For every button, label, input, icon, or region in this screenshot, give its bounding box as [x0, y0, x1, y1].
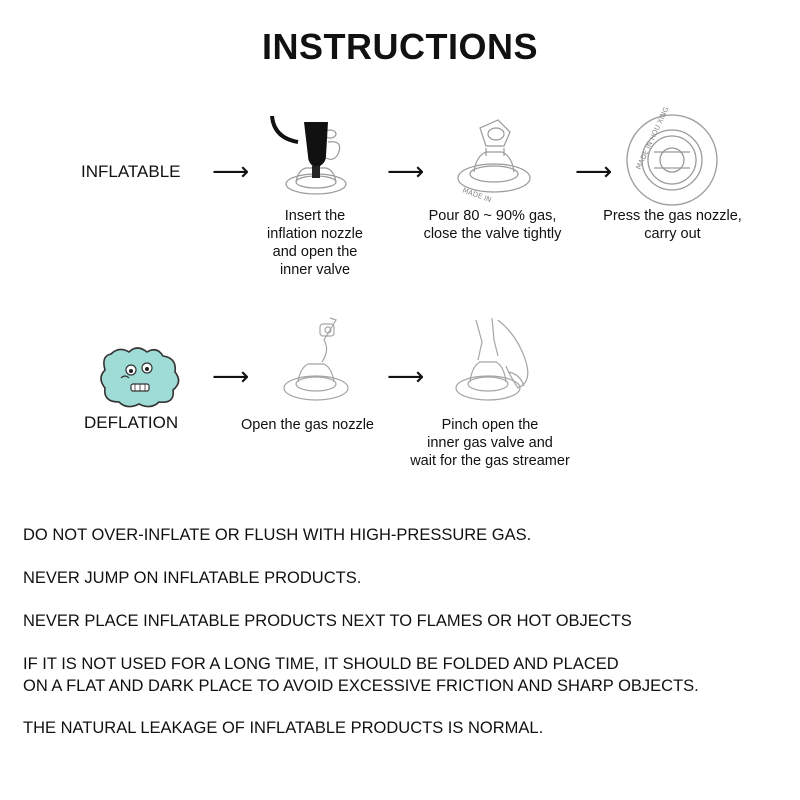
- step-caption: Pinch open the inner gas valve and wait for the gas streamer: [410, 417, 570, 469]
- note-text: THE NATURAL LEAKAGE OF INFLATABLE PRODUCTS IS NORMAL.: [23, 719, 544, 737]
- arrow-icon: ⟶: [387, 361, 425, 391]
- note-text: NEVER PLACE INFLATABLE PRODUCTS NEXT TO FLAMES OR HOT OBJECTS: [23, 612, 632, 630]
- embossed-text: MADE IN HOU XING: [634, 105, 671, 171]
- valve-open-icon: [278, 316, 360, 408]
- step-caption: Pour 80 ~ 90% gas, close the valve tightly: [423, 208, 562, 242]
- arrow-icon: ⟶: [212, 361, 250, 391]
- step-caption: Open the gas nozzle: [240, 417, 374, 433]
- svg-text:MADE IN: MADE IN: [461, 186, 493, 205]
- inflatable-label: INFLATABLE: [81, 162, 181, 181]
- valve-pour-icon: [452, 112, 538, 205]
- valve-closed-icon: [624, 105, 720, 208]
- note-text: IF IT IS NOT USED FOR A LONG TIME, IT SHOULD BE FOLDED AND PLACED ON A FLAT AND DARK PLACE TO AVOID EXCESSIVE FRICTION AND SHARP OBJECTS.: [23, 655, 699, 695]
- step-caption: Insert the inflation nozzle and open the inner valve: [267, 208, 363, 278]
- arrow-icon: ⟶: [575, 156, 613, 186]
- deflation-label: DEFLATION: [84, 413, 179, 432]
- arrow-icon: ⟶: [212, 156, 250, 186]
- note-text: NEVER JUMP ON INFLATABLE PRODUCTS.: [23, 569, 362, 587]
- note-text: DO NOT OVER-INFLATE OR FLUSH WITH HIGH-PRESSURE GAS.: [23, 526, 532, 544]
- page-title: INSTRUCTIONS: [262, 26, 538, 67]
- pinch-valve-icon: [448, 316, 540, 408]
- arrow-icon: ⟶: [387, 156, 425, 186]
- inflation-nozzle-icon: [268, 112, 358, 202]
- step-caption: Press the gas nozzle, carry out: [603, 208, 742, 242]
- mascot-icon: [97, 344, 183, 410]
